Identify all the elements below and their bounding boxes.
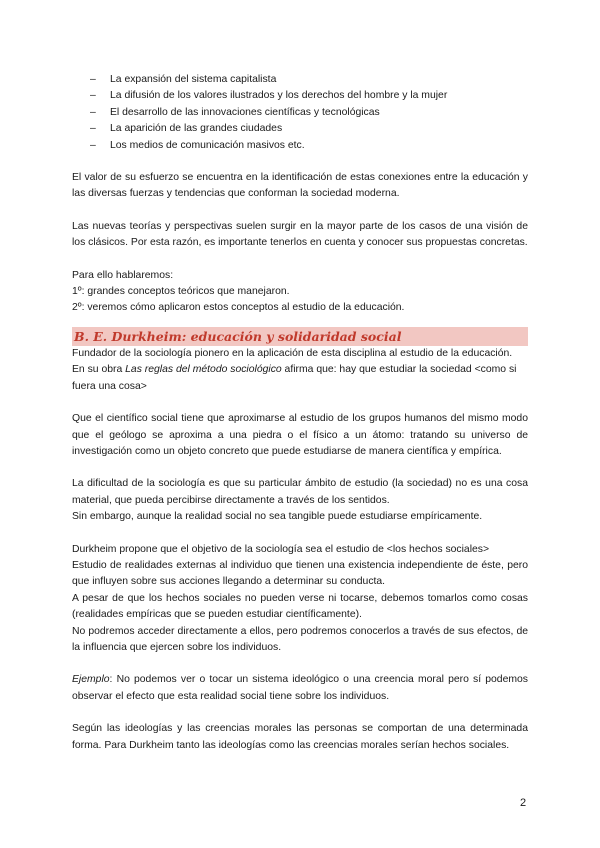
- section-heading: B. E. Durkheim: educación y solidaridad social: [72, 327, 528, 346]
- paragraph-point-2: 2º: veremos cómo aplicaron estos conceptos al estudio de la educación.: [72, 302, 405, 314]
- list-item: – La expansión del sistema capitalista: [90, 72, 528, 88]
- bullet-list: [72, 72, 528, 154]
- paragraph-valor: El valor de su esfuerzo se encuentra en la identificación de estas conexiones entre la educación y las diversas fuerzas y tendencias que conforman la sociedad moderna.: [72, 172, 528, 200]
- paragraph-fundador: Fundador de la sociología pionero en la aplicación de esta disciplina al estudio de la educación.: [72, 347, 513, 359]
- paragraph-obra: [72, 362, 528, 395]
- paragraph-teorias: Las nuevas teorías y perspectivas suelen surgir en la mayor parte de los casos de una visión de los clásicos. Por esta razón, es importante tenerlos en cuenta y conocer sus propuestas concretas.: [72, 220, 528, 249]
- page-number: 2: [520, 797, 527, 809]
- paragraph-realidades: Estudio de realidades externas al individuo que tienen una existencia independiente de éste, pero que influyen sobre sus acciones llegando a determinar su conducta.: [72, 559, 528, 588]
- paragraph-acceder: No podremos acceder directamente a ellos, pero podremos conocerlos a través de sus efectos, de la influencia que ejercen sobre los individuos.: [72, 625, 528, 653]
- paragraph-ejemplo: [72, 672, 528, 705]
- obra-post: afirma que: hay que estudiar la sociedad <como si fuera una cosa>: [72, 364, 517, 392]
- paragraph-ideologias: Según las ideologías y las creencias morales las personas se comportan de una determinada forma. Para Durkheim tanto las ideologías como las creencias morales serían hechos sociales.: [72, 723, 528, 751]
- list-item: – La aparición de las grandes ciudades: [90, 121, 528, 137]
- list-item: – El desarrollo de las innovaciones científicas y tecnológicas: [90, 105, 528, 121]
- obra-pre: En su obra: [72, 364, 126, 376]
- paragraph-cientifico: Que el científico social tiene que aproximarse al estudio de los grupos humanos del mismo modo que el geólogo se aproxima a una piedra o el físico a un átomo: tratando su universo de investigación como un objeto concreto que puede estudiarse de manera científica y empírica.: [72, 413, 528, 457]
- list-item: – Los medios de comunicación masivos etc.: [90, 138, 528, 154]
- list-item: – La difusión de los valores ilustrados y los derechos del hombre y la mujer: [90, 88, 528, 104]
- paragraph-dificultad: La dificultad de la sociología es que su particular ámbito de estudio (la sociedad) no es una cosa material, que pueda percibirse directamente a través de los sentidos.: [72, 478, 528, 506]
- book-title: Las reglas del método sociológico: [125, 364, 282, 376]
- paragraph-objetivo: Durkheim propone que el objetivo de la sociología sea el estudio de <los hechos sociales>: [72, 543, 490, 555]
- paragraph-a-pesar: A pesar de que los hechos sociales no pueden verse ni tocarse, debemos tomarlos como cosas (realidades empíricas que se pueden estudiar científicamente).: [72, 592, 528, 621]
- ejemplo-text: : No podemos ver o tocar un sistema ideológico o una creencia moral pero sí podemos observar el efecto que esta realidad social tiene sobre los individuos.: [72, 674, 528, 702]
- paragraph-point-1: 1º: grandes conceptos teóricos que manejaron.: [72, 286, 290, 298]
- page-content: [72, 72, 528, 754]
- paragraph-sin-embargo: Sin embargo, aunque la realidad social no sea tangible puede estudiarse empíricamente.: [72, 511, 483, 523]
- paragraph-intro: Para ello hablaremos:: [72, 269, 174, 281]
- ejemplo-label: Ejemplo: [72, 674, 110, 686]
